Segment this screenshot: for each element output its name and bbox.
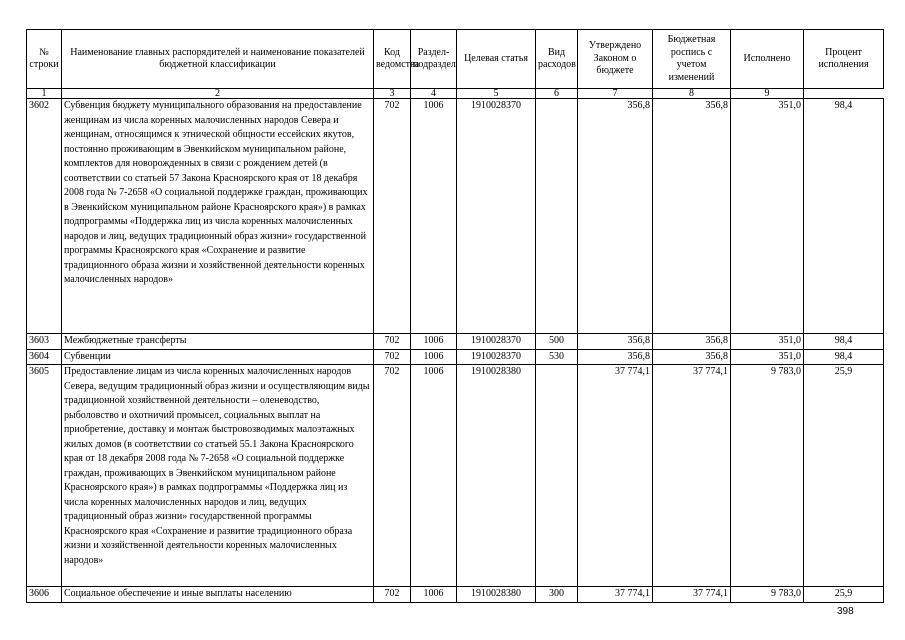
row-number: 3603: [27, 334, 62, 350]
row-percent: 25,9: [804, 365, 884, 587]
row-expense-type: 500: [536, 334, 578, 350]
column-number-row: [27, 89, 884, 99]
column-number: 9: [731, 89, 804, 99]
row-name: Социальное обеспечение и иные выплаты населению: [62, 587, 374, 603]
table-row: [27, 99, 884, 334]
row-target: 1910028370: [457, 99, 536, 334]
row-approved: 37 774,1: [578, 365, 653, 587]
row-budget-list: 356,8: [653, 349, 731, 365]
row-target: 1910028380: [457, 365, 536, 587]
table-row: [27, 365, 884, 587]
header-section: Раздел-подраздел: [411, 30, 457, 89]
row-budget-list: 37 774,1: [653, 365, 731, 587]
row-target: 1910028370: [457, 334, 536, 350]
header-approved: Утверждено Законом о бюджете: [578, 30, 653, 89]
row-approved: 37 774,1: [578, 587, 653, 603]
header-target: Целевая статья: [457, 30, 536, 89]
row-expense-type: [536, 365, 578, 587]
row-dept-code: 702: [374, 587, 411, 603]
row-expense-type: 530: [536, 349, 578, 365]
row-executed: 351,0: [731, 334, 804, 350]
row-approved: 356,8: [578, 349, 653, 365]
column-number: 1: [27, 89, 62, 99]
row-name: Субвенции: [62, 349, 374, 365]
column-number: 4: [411, 89, 457, 99]
header-expense-type: Вид расходов: [536, 30, 578, 89]
budget-table: [26, 29, 884, 603]
header-percent: Процент исполнения: [804, 30, 884, 89]
column-number: 3: [374, 89, 411, 99]
row-percent: 98,4: [804, 334, 884, 350]
row-executed: 9 783,0: [731, 365, 804, 587]
row-section: 1006: [411, 365, 457, 587]
row-section: 1006: [411, 334, 457, 350]
row-executed: 351,0: [731, 99, 804, 334]
row-expense-type: 300: [536, 587, 578, 603]
row-approved: 356,8: [578, 99, 653, 334]
header-row: [27, 30, 884, 89]
row-budget-list: 356,8: [653, 334, 731, 350]
row-dept-code: 702: [374, 99, 411, 334]
column-number: 2: [62, 89, 374, 99]
row-target: 1910028370: [457, 349, 536, 365]
row-section: 1006: [411, 587, 457, 603]
column-number: 6: [536, 89, 578, 99]
header-dept-code: Код ведомства: [374, 30, 411, 89]
row-number: 3602: [27, 99, 62, 334]
row-approved: 356,8: [578, 334, 653, 350]
row-dept-code: 702: [374, 365, 411, 587]
column-number: 5: [457, 89, 536, 99]
header-budget-list: Бюджетная роспись с учетом изменений: [653, 30, 731, 89]
column-number: 7: [578, 89, 653, 99]
row-executed: 9 783,0: [731, 587, 804, 603]
row-name: Межбюджетные трансферты: [62, 334, 374, 350]
row-percent: 25,9: [804, 587, 884, 603]
row-number: 3605: [27, 365, 62, 587]
column-number: 8: [653, 89, 731, 99]
row-name: Субвенция бюджету муниципального образования на предоставление женщинам из числа коренных малочисленных народов Севера и женщинам, относящимся к этнической общности ессейских якутов, постоянно проживающим в Эвенкийском муниципальном районе, комплектов для новорожденных в связи с рождением детей (в соответствии со статьей 57 Закона Красноярского края от 18 декабря 2008 года № 7-2658 «О социальной поддержке граждан, проживающих в Эвенкийском муниципальном районе Красноярского края») в рамках подпрограммы «Поддержка лиц из числа коренных малочисленных народов и лиц, ведущих традиционный образ жизни» государственной программы Красноярского края «Сохранение и развитие традиционного образа жизни и хозяйственной деятельности коренных малочисленных народов»: [62, 99, 374, 334]
table-row: [27, 334, 884, 350]
row-percent: 98,4: [804, 99, 884, 334]
row-expense-type: [536, 99, 578, 334]
row-dept-code: 702: [374, 334, 411, 350]
row-percent: 98,4: [804, 349, 884, 365]
row-target: 1910028380: [457, 587, 536, 603]
row-number: 3604: [27, 349, 62, 365]
row-dept-code: 702: [374, 349, 411, 365]
row-budget-list: 37 774,1: [653, 587, 731, 603]
row-budget-list: 356,8: [653, 99, 731, 334]
row-name: Предоставление лицам из числа коренных малочисленных народов Севера, ведущим традиционный образ жизни и осуществляющим виды традиционной хозяйственной деятельности – оленеводство, рыболовство и охотничий промысел, социальных выплат на приобретение, доставку и монтаж быстровозводимых малоэтажных жилых домов (в соответствии со статьей 55.1 Закона Красноярского края от 18 декабря 2008 года № 7-2658 «О социальной поддержке граждан, проживающих в Эвенкийском муниципальном районе Красноярского края») в рамках подпрограммы «Поддержка лиц из числа коренных малочисленных народов и лиц, ведущих традиционный образ жизни» государственной программы Красноярского края «Сохранение и развитие традиционного образа жизни и хозяйственной деятельности коренных малочисленных народов»: [62, 365, 374, 587]
header-name: Наименование главных распорядителей и наименование показателей бюджетной классификации: [62, 30, 374, 89]
row-section: 1006: [411, 349, 457, 365]
row-number: 3606: [27, 587, 62, 603]
header-row-no: № строки: [27, 30, 62, 89]
table-row: [27, 349, 884, 365]
row-executed: 351,0: [731, 349, 804, 365]
page-number: 398: [837, 606, 854, 617]
table-row: [27, 587, 884, 603]
header-executed: Исполнено: [731, 30, 804, 89]
row-section: 1006: [411, 99, 457, 334]
